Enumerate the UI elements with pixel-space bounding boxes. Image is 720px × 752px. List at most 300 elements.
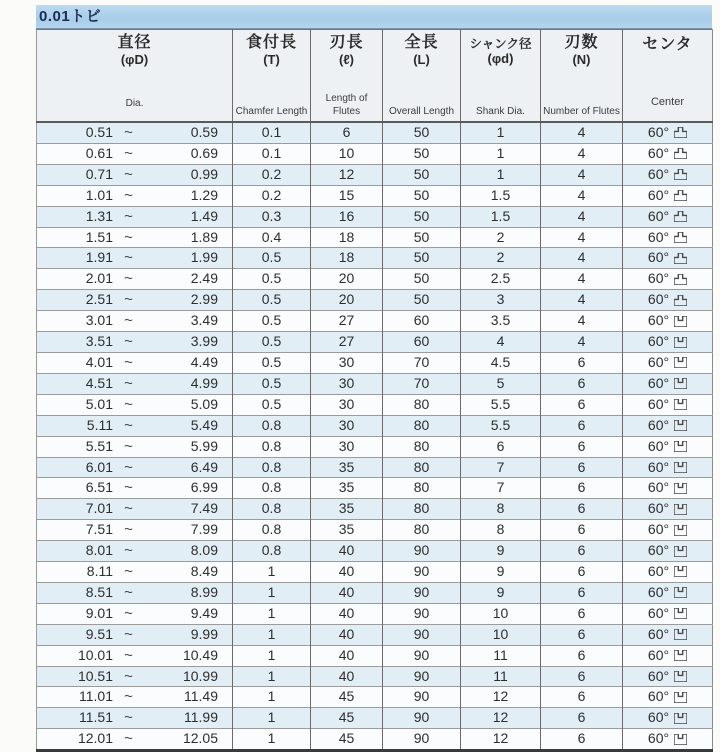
concave-icon <box>674 566 687 577</box>
flute-length-cell: 40 <box>311 645 383 666</box>
concave-icon <box>674 357 687 368</box>
chamfer-length-cell: 0.5 <box>233 373 311 394</box>
diameter-range-cell <box>37 164 233 185</box>
diameter-range-cell <box>37 227 233 248</box>
concave-icon <box>674 441 687 452</box>
concave-icon <box>674 546 687 557</box>
diameter-range-cell <box>37 269 233 290</box>
concave-icon <box>674 713 687 724</box>
table-row <box>37 352 713 373</box>
num-flutes-cell: 6 <box>541 352 623 373</box>
diameter-min: 2.51 <box>85 291 113 308</box>
overall-length-cell: 80 <box>383 478 461 499</box>
concave-icon <box>674 483 687 494</box>
center-angle: 60° <box>647 144 670 161</box>
range-tilde: ~ <box>124 312 133 330</box>
center-cell <box>623 645 713 666</box>
diameter-range-cell <box>37 373 233 394</box>
table-row <box>37 499 713 520</box>
overall-length-cell: 90 <box>383 708 461 729</box>
overall-length-cell: 50 <box>383 206 461 227</box>
center-angle: 60° <box>647 709 670 726</box>
overall-length-cell: 90 <box>383 624 461 645</box>
num-flutes-cell: 4 <box>541 122 623 143</box>
diameter-range-cell <box>37 624 233 645</box>
header-center <box>623 30 713 123</box>
convex-icon <box>674 253 687 264</box>
chamfer-length-cell: 0.8 <box>233 478 311 499</box>
header-center-en: Center <box>650 96 685 109</box>
center-cell <box>623 332 713 353</box>
header-chamfer-symbol: (T) <box>263 52 280 68</box>
shank-dia-cell: 9 <box>461 541 541 562</box>
overall-length-cell: 80 <box>383 499 461 520</box>
convex-icon <box>674 190 687 201</box>
num-flutes-cell: 4 <box>541 206 623 227</box>
chamfer-length-cell: 1 <box>233 582 311 603</box>
diameter-max: 11.99 <box>184 709 218 726</box>
diameter-range-cell <box>37 415 233 436</box>
center-cell <box>623 666 713 687</box>
range-tilde: ~ <box>124 186 133 204</box>
diameter-max: 9.99 <box>190 625 218 642</box>
range-tilde: ~ <box>124 124 133 141</box>
header-diameter-symbol: (φD) <box>120 52 149 68</box>
flute-length-cell: 18 <box>311 248 383 269</box>
diameter-max: 6.49 <box>190 458 218 475</box>
diameter-range-cell <box>37 603 233 624</box>
center-angle: 60° <box>647 333 670 350</box>
center-cell <box>623 457 713 478</box>
center-cell <box>623 520 713 541</box>
header-num-flutes <box>541 30 623 123</box>
diameter-max: 7.49 <box>190 500 218 517</box>
table-row <box>37 206 713 227</box>
overall-length-cell: 50 <box>383 269 461 290</box>
table-body <box>37 122 713 751</box>
center-cell <box>623 687 713 708</box>
table-row <box>37 122 713 143</box>
center-cell <box>623 269 713 290</box>
flute-length-cell: 35 <box>311 457 383 478</box>
center-angle: 60° <box>647 291 670 308</box>
center-cell <box>623 352 713 373</box>
chamfer-length-cell: 0.1 <box>233 122 311 143</box>
diameter-max: 10.99 <box>182 667 218 684</box>
num-flutes-cell: 6 <box>541 603 623 624</box>
chamfer-length-cell: 0.1 <box>233 143 311 164</box>
flute-length-cell: 40 <box>311 582 383 603</box>
header-diameter-en: Dia. <box>125 97 144 109</box>
range-tilde: ~ <box>124 625 133 643</box>
range-tilde: ~ <box>124 333 133 351</box>
diameter-min: 5.11 <box>86 416 113 433</box>
overall-length-cell: 90 <box>383 582 461 603</box>
flute-length-cell: 40 <box>311 562 383 583</box>
center-angle: 60° <box>647 625 670 642</box>
diameter-max: 8.99 <box>190 583 218 600</box>
shank-dia-cell: 6 <box>461 436 541 457</box>
chamfer-length-cell: 0.5 <box>233 352 311 373</box>
diameter-max: 6.99 <box>190 479 218 496</box>
convex-icon <box>674 211 687 222</box>
diameter-min: 1.51 <box>85 228 113 245</box>
convex-icon <box>674 232 687 243</box>
range-tilde: ~ <box>124 270 133 288</box>
center-cell <box>623 164 713 185</box>
header-flute-length-jp: 刃長 <box>329 34 364 51</box>
diameter-min: 0.71 <box>85 165 113 182</box>
shank-dia-cell: 2 <box>461 227 541 248</box>
diameter-range-cell <box>37 729 233 751</box>
overall-length-cell: 90 <box>383 666 461 687</box>
center-angle: 60° <box>647 395 670 412</box>
diameter-max: 2.99 <box>190 291 218 308</box>
header-num-flutes-en: Number of Flutes <box>543 105 620 117</box>
increment-label: 0.01トビ <box>39 8 102 25</box>
table-row <box>37 394 713 415</box>
table-row <box>37 143 713 164</box>
diameter-range-cell <box>37 582 233 603</box>
diameter-min: 0.61 <box>85 144 113 161</box>
range-tilde: ~ <box>124 563 133 581</box>
diameter-max: 8.49 <box>190 563 218 580</box>
table-row <box>37 185 713 206</box>
center-angle: 60° <box>647 646 670 663</box>
center-cell <box>623 729 713 751</box>
chamfer-length-cell: 0.5 <box>233 394 311 415</box>
chamfer-length-cell: 0.5 <box>233 269 311 290</box>
chamfer-length-cell: 0.8 <box>233 436 311 457</box>
range-tilde: ~ <box>124 479 133 497</box>
diameter-max: 10.49 <box>182 646 218 663</box>
center-angle: 60° <box>647 186 670 203</box>
center-angle: 60° <box>647 312 670 329</box>
center-cell <box>623 415 713 436</box>
num-flutes-cell: 6 <box>541 562 623 583</box>
concave-icon <box>674 504 687 515</box>
overall-length-cell: 50 <box>383 185 461 206</box>
header-overall-jp: 全長 <box>404 34 439 51</box>
center-cell <box>623 582 713 603</box>
overall-length-cell: 60 <box>383 311 461 332</box>
chamfer-length-cell: 1 <box>233 562 311 583</box>
diameter-min: 8.01 <box>85 542 113 559</box>
center-cell <box>623 143 713 164</box>
flute-length-cell: 40 <box>311 624 383 645</box>
flute-length-cell: 20 <box>311 269 383 290</box>
overall-length-cell: 80 <box>383 394 461 415</box>
shank-dia-cell: 8 <box>461 520 541 541</box>
flute-length-cell: 35 <box>311 478 383 499</box>
table-row <box>37 457 713 478</box>
shank-dia-cell: 9 <box>461 582 541 603</box>
range-tilde: ~ <box>124 709 133 727</box>
table-row <box>37 541 713 562</box>
shank-dia-cell: 7 <box>461 457 541 478</box>
header-overall-symbol: (L) <box>413 52 430 68</box>
diameter-max: 1.99 <box>190 249 218 266</box>
chamfer-length-cell: 0.2 <box>233 185 311 206</box>
shank-dia-cell: 12 <box>461 687 541 708</box>
range-tilde: ~ <box>124 437 133 455</box>
shank-dia-cell: 1.5 <box>461 185 541 206</box>
header-center-jp: センタ <box>642 36 693 53</box>
diameter-max: 3.49 <box>190 312 218 329</box>
flute-length-cell: 27 <box>311 332 383 353</box>
diameter-min: 11.51 <box>79 709 113 726</box>
flute-length-cell: 6 <box>311 122 383 143</box>
center-cell <box>623 311 713 332</box>
diameter-max: 1.29 <box>190 186 218 203</box>
num-flutes-cell: 4 <box>541 290 623 311</box>
diameter-min: 9.51 <box>85 625 113 642</box>
header-row <box>37 30 713 123</box>
shank-dia-cell: 10 <box>461 603 541 624</box>
range-tilde: ~ <box>124 207 133 225</box>
num-flutes-cell: 6 <box>541 436 623 457</box>
header-flute-length-en: Length of Flutes <box>325 93 368 117</box>
center-angle: 60° <box>647 270 670 287</box>
chamfer-length-cell: 0.8 <box>233 499 311 520</box>
diameter-max: 5.99 <box>190 437 218 454</box>
diameter-max: 9.49 <box>190 604 218 621</box>
overall-length-cell: 90 <box>383 603 461 624</box>
concave-icon <box>674 337 687 348</box>
diameter-range-cell <box>37 687 233 708</box>
shank-dia-cell: 11 <box>461 645 541 666</box>
table-row <box>37 729 713 751</box>
center-angle: 60° <box>647 228 670 245</box>
flute-length-cell: 30 <box>311 352 383 373</box>
header-chamfer-length <box>233 30 311 123</box>
table-row <box>37 666 713 687</box>
diameter-range-cell <box>37 248 233 269</box>
chamfer-length-cell: 1 <box>233 687 311 708</box>
overall-length-cell: 90 <box>383 687 461 708</box>
diameter-min: 5.51 <box>85 437 113 454</box>
chamfer-length-cell: 1 <box>233 708 311 729</box>
table-row <box>37 520 713 541</box>
chamfer-length-cell: 0.5 <box>233 248 311 269</box>
overall-length-cell: 80 <box>383 415 461 436</box>
chamfer-length-cell: 0.5 <box>233 332 311 353</box>
num-flutes-cell: 4 <box>541 164 623 185</box>
diameter-max: 5.09 <box>190 395 218 412</box>
diameter-min: 4.51 <box>85 374 113 391</box>
table-row <box>37 227 713 248</box>
diameter-range-cell <box>37 311 233 332</box>
diameter-min: 4.01 <box>85 353 113 370</box>
range-tilde: ~ <box>124 374 133 392</box>
concave-icon <box>674 650 687 661</box>
shank-dia-cell: 5.5 <box>461 415 541 436</box>
table-row <box>37 687 713 708</box>
chamfer-length-cell: 0.2 <box>233 164 311 185</box>
concave-icon <box>674 420 687 431</box>
center-angle: 60° <box>647 124 670 140</box>
flute-length-cell: 45 <box>311 687 383 708</box>
range-tilde: ~ <box>124 583 133 601</box>
num-flutes-cell: 6 <box>541 729 623 751</box>
center-cell <box>623 624 713 645</box>
diameter-max: 7.99 <box>190 521 218 538</box>
concave-icon <box>674 399 687 410</box>
center-angle: 60° <box>647 353 670 370</box>
center-angle: 60° <box>647 458 670 475</box>
flute-length-cell: 20 <box>311 290 383 311</box>
table-row <box>37 290 713 311</box>
overall-length-cell: 80 <box>383 520 461 541</box>
num-flutes-cell: 6 <box>541 687 623 708</box>
num-flutes-cell: 6 <box>541 457 623 478</box>
overall-length-cell: 50 <box>383 290 461 311</box>
diameter-max: 1.49 <box>190 207 218 224</box>
diameter-range-cell <box>37 708 233 729</box>
header-diameter-jp: 直径 <box>117 34 152 51</box>
shank-dia-cell: 1.5 <box>461 206 541 227</box>
num-flutes-cell: 4 <box>541 185 623 206</box>
header-shank-dia <box>461 30 541 123</box>
header-flute-length <box>311 30 383 123</box>
diameter-min: 9.01 <box>85 604 113 621</box>
overall-length-cell: 50 <box>383 227 461 248</box>
flute-length-cell: 30 <box>311 415 383 436</box>
diameter-range-cell <box>37 143 233 164</box>
num-flutes-cell: 6 <box>541 708 623 729</box>
shank-dia-cell: 5.5 <box>461 394 541 415</box>
concave-icon <box>674 378 687 389</box>
table-row <box>37 164 713 185</box>
num-flutes-cell: 4 <box>541 332 623 353</box>
flute-length-cell: 10 <box>311 143 383 164</box>
center-angle: 60° <box>647 730 670 747</box>
header-overall-length <box>383 30 461 123</box>
center-cell <box>623 248 713 269</box>
shank-dia-cell: 1 <box>461 143 541 164</box>
center-cell <box>623 436 713 457</box>
table-row <box>37 248 713 269</box>
overall-length-cell: 50 <box>383 248 461 269</box>
diameter-range-cell <box>37 352 233 373</box>
flute-length-cell: 40 <box>311 603 383 624</box>
overall-length-cell: 70 <box>383 373 461 394</box>
shank-dia-cell: 8 <box>461 499 541 520</box>
num-flutes-cell: 6 <box>541 478 623 499</box>
overall-length-cell: 80 <box>383 457 461 478</box>
range-tilde: ~ <box>124 249 133 267</box>
table-row <box>37 562 713 583</box>
num-flutes-cell: 6 <box>541 541 623 562</box>
table-row <box>37 332 713 353</box>
flute-length-cell: 16 <box>311 206 383 227</box>
shank-dia-cell: 12 <box>461 729 541 751</box>
overall-length-cell: 50 <box>383 164 461 185</box>
shank-dia-cell: 1 <box>461 164 541 185</box>
center-cell <box>623 478 713 499</box>
diameter-range-cell <box>37 185 233 206</box>
range-tilde: ~ <box>124 144 133 162</box>
header-shank-symbol: (φd) <box>487 51 514 67</box>
range-tilde: ~ <box>124 688 133 706</box>
diameter-max: 4.99 <box>190 374 218 391</box>
table-row <box>37 269 713 290</box>
diameter-min: 10.51 <box>77 667 113 684</box>
num-flutes-cell: 4 <box>541 227 623 248</box>
diameter-min: 2.01 <box>85 270 113 287</box>
concave-icon <box>674 629 687 640</box>
chamfer-length-cell: 0.3 <box>233 206 311 227</box>
diameter-min: 7.51 <box>85 521 113 538</box>
diameter-min: 12.01 <box>77 730 113 747</box>
center-angle: 60° <box>647 479 670 496</box>
table-row <box>37 603 713 624</box>
table-row <box>37 373 713 394</box>
diameter-min: 0.51 <box>85 124 113 140</box>
table-row <box>37 582 713 603</box>
center-angle: 60° <box>647 165 670 182</box>
diameter-min: 3.01 <box>85 312 113 329</box>
center-angle: 60° <box>647 207 670 224</box>
convex-icon <box>674 148 687 159</box>
diameter-min: 6.01 <box>85 458 113 475</box>
diameter-min: 8.51 <box>85 583 113 600</box>
diameter-max: 5.49 <box>190 416 218 433</box>
diameter-max: 3.99 <box>190 333 218 350</box>
diameter-min: 10.01 <box>77 646 113 663</box>
center-cell <box>623 185 713 206</box>
overall-length-cell: 90 <box>383 729 461 751</box>
center-angle: 60° <box>647 374 670 391</box>
range-tilde: ~ <box>124 667 133 685</box>
chamfer-length-cell: 0.8 <box>233 520 311 541</box>
flute-length-cell: 35 <box>311 499 383 520</box>
num-flutes-cell: 4 <box>541 269 623 290</box>
overall-length-cell: 70 <box>383 352 461 373</box>
diameter-range-cell <box>37 645 233 666</box>
header-shank-jp: シャンク径 <box>469 37 532 51</box>
flute-length-cell: 30 <box>311 373 383 394</box>
center-cell <box>623 708 713 729</box>
flute-length-cell: 35 <box>311 520 383 541</box>
diameter-range-cell <box>37 290 233 311</box>
diameter-min: 6.51 <box>85 479 113 496</box>
flute-length-cell: 30 <box>311 394 383 415</box>
shank-dia-cell: 4.5 <box>461 352 541 373</box>
concave-icon <box>674 734 687 745</box>
range-tilde: ~ <box>124 228 133 246</box>
diameter-max: 0.59 <box>190 124 218 140</box>
center-angle: 60° <box>647 583 670 600</box>
range-tilde: ~ <box>124 500 133 518</box>
overall-length-cell: 50 <box>383 143 461 164</box>
overall-length-cell: 90 <box>383 645 461 666</box>
num-flutes-cell: 4 <box>541 143 623 164</box>
center-angle: 60° <box>647 604 670 621</box>
overall-length-cell: 90 <box>383 562 461 583</box>
flute-length-cell: 27 <box>311 311 383 332</box>
range-tilde: ~ <box>124 730 133 748</box>
table-row <box>37 415 713 436</box>
num-flutes-cell: 6 <box>541 645 623 666</box>
diameter-range-cell <box>37 520 233 541</box>
table-row <box>37 311 713 332</box>
chamfer-length-cell: 0.8 <box>233 541 311 562</box>
overall-length-cell: 90 <box>383 541 461 562</box>
concave-icon <box>674 692 687 703</box>
diameter-max: 0.69 <box>190 144 218 161</box>
concave-icon <box>674 671 687 682</box>
